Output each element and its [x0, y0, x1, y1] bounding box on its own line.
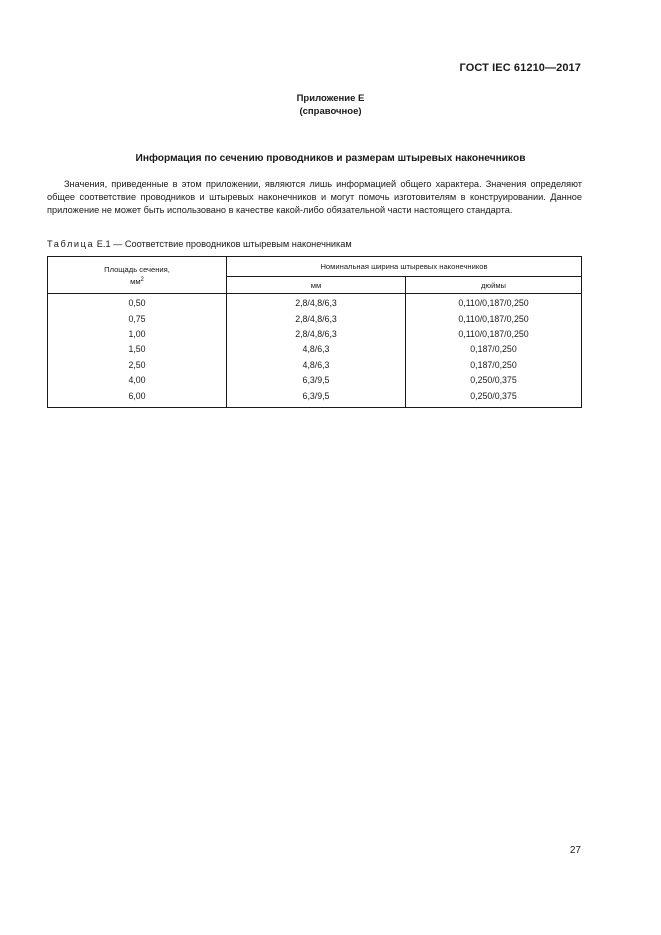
- table-row: [48, 294, 582, 312]
- table-row: [48, 342, 582, 357]
- cell-area: 0,50: [48, 294, 227, 312]
- table-row: [48, 373, 582, 388]
- table-header: [48, 257, 582, 294]
- cell-width-mm: 4,8/6,3: [227, 358, 406, 373]
- table-caption-text: Е.1 — Соответствие проводников штыревым наконечникам: [96, 239, 352, 249]
- cell-width-inches: 0,250/0,375: [406, 373, 582, 388]
- cell-area: 0,75: [48, 311, 227, 326]
- table-row: [48, 311, 582, 326]
- table-row: [48, 358, 582, 373]
- cell-area: 2,50: [48, 358, 227, 373]
- cell-width-inches: 0,250/0,375: [406, 388, 582, 407]
- body-paragraph: [47, 178, 582, 217]
- cell-width-mm: 2,8/4,8/6,3: [227, 311, 406, 326]
- annex-title: Приложение Е: [296, 93, 365, 104]
- cell-area: 4,00: [48, 373, 227, 388]
- header-cross-section: [48, 257, 227, 294]
- table-caption-prefix: Таблица: [47, 239, 95, 249]
- annex-heading: [0, 92, 661, 118]
- table-header-row-group: [48, 257, 582, 277]
- cell-width-mm: 6,3/9,5: [227, 388, 406, 407]
- table-row: [48, 327, 582, 342]
- cell-area: 6,00: [48, 388, 227, 407]
- cell-width-inches: 0,110/0,187/0,250: [406, 311, 582, 326]
- conductor-terminal-table: [47, 256, 582, 408]
- cell-width-inches: 0,110/0,187/0,250: [406, 294, 582, 312]
- cell-width-inches: 0,110/0,187/0,250: [406, 327, 582, 342]
- cell-width-mm: 2,8/4,8/6,3: [227, 294, 406, 312]
- document-standard-code: ГОСТ IEC 61210—2017: [459, 62, 581, 74]
- table-row: [48, 388, 582, 407]
- body-paragraph-text: Значения, приведенные в этом приложении, являются лишь информацией общего характера. Значения определяют общее соответствие проводников и штыревых наконечников и могут помочь изготовителям в конструировании. Данное приложение не может быть использовано в качестве какой-либо обязательной части настоящего стандарта.: [47, 179, 582, 215]
- header-unit-mm: мм: [227, 277, 406, 294]
- page-number: 27: [569, 845, 581, 856]
- header-unit-inches: дюймы: [406, 277, 582, 294]
- cell-width-mm: 2,8/4,8/6,3: [227, 327, 406, 342]
- table-caption: [47, 239, 352, 249]
- header-cross-section-unit-sup: 2: [140, 276, 144, 283]
- cell-width-inches: 0,187/0,250: [406, 342, 582, 357]
- cell-area: 1,00: [48, 327, 227, 342]
- table-body: [48, 294, 582, 408]
- cell-width-mm: 6,3/9,5: [227, 373, 406, 388]
- header-cross-section-label: Площадь сечения,: [104, 264, 170, 274]
- annex-subtitle: (справочное): [299, 106, 362, 117]
- header-cross-section-unit: мм: [130, 276, 141, 286]
- cell-width-mm: 4,8/6,3: [227, 342, 406, 357]
- cell-area: 1,50: [48, 342, 227, 357]
- cell-width-inches: 0,187/0,250: [406, 358, 582, 373]
- section-title: Информация по сечению проводников и размерам штыревых наконечников: [135, 153, 526, 164]
- header-nominal-width: Номинальная ширина штыревых наконечников: [227, 257, 582, 277]
